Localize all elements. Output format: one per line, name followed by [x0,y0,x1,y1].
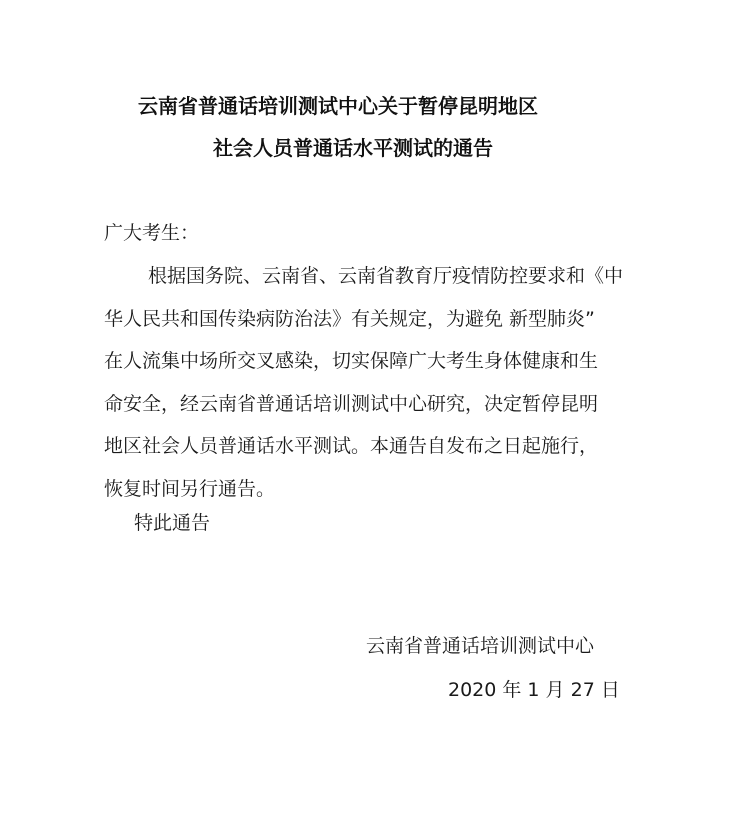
closing-phrase: 特此通告 [134,512,211,534]
body-line: 命安全，经云南省普通话培训测试中心研究，决定暂停昆明 [104,392,599,415]
body-line: 根据国务院、云南省、云南省教育厅疫情防控要求和《中 [148,265,624,287]
notice-body [104,255,664,510]
body-line: 在人流集中场所交叉感染，切实保障广大考生身体健康和生 [104,350,599,372]
body-line: 恢复时间另行通告。 [104,477,276,500]
salutation: 广大考生： [104,222,200,244]
notice-title-line-1: 云南省普通话培训测试中心关于暂停昆明地区 [138,94,538,118]
body-line: 地区社会人员普通话水平测试。本通告自发布之日起施行， [104,435,599,457]
notice-title-line-2: 社会人员普通话水平测试的通告 [213,136,493,160]
body-line: 华人民共和国传染病防治法》有关规定，为避免 新型肺炎” [104,307,595,330]
issue-date: 2020 年 1 月 27 日 [448,679,620,701]
issuer-signature: 云南省普通话培训测试中心 [366,635,595,657]
